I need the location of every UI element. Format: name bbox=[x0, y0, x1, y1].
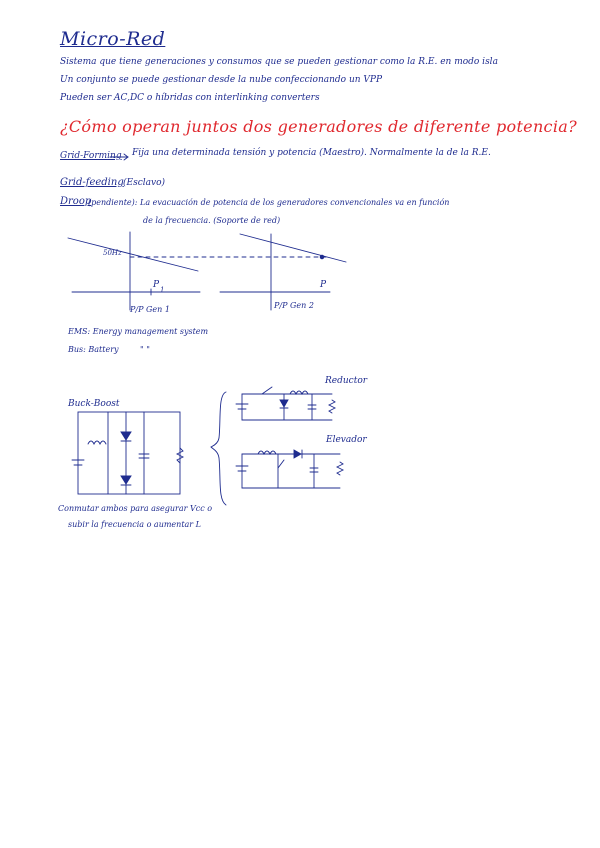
load-icon-reductor bbox=[329, 400, 335, 413]
text-line-1: Sistema que tiene generaciones y consumos que se pueden gestionar como la R.E. en modo isla bbox=[60, 57, 498, 67]
elevador-label: Elevador bbox=[326, 435, 367, 445]
diode-icon-elevador bbox=[294, 450, 301, 458]
inductor-icon bbox=[88, 441, 106, 444]
curly-brace bbox=[211, 392, 226, 505]
ems-note: EMS: Energy management system bbox=[68, 327, 209, 336]
diode-icon-2 bbox=[121, 476, 131, 484]
switch-icon-elevador bbox=[278, 460, 284, 468]
reductor-circuit bbox=[236, 387, 335, 420]
droop-label: Droop bbox=[60, 196, 92, 207]
graph1-p-subscript: 1 bbox=[160, 286, 165, 294]
page-heading: Micro-Red bbox=[60, 28, 166, 50]
footnote-line-1: Conmutar ambos para asegurar Vcc o bbox=[58, 504, 213, 513]
graph2-operating-point bbox=[320, 255, 324, 259]
graph2-p-label: P bbox=[320, 280, 327, 290]
grid-forming-arrow-icon bbox=[110, 154, 128, 160]
grid-feeding-label: Grid-feeding bbox=[60, 177, 124, 188]
bus-note: Bus: Battery bbox=[68, 345, 119, 354]
text-line-3: Pueden ser AC,DC o híbridas con interlinking converters bbox=[60, 93, 320, 103]
grid-forming-label: Grid-Forming bbox=[60, 151, 122, 161]
graph1-droop-line bbox=[68, 238, 198, 271]
graph1-freq-label: 50Hz bbox=[103, 249, 122, 257]
diode-icon-reductor bbox=[280, 400, 288, 407]
graph1-axis-label: P/P Gen 1 bbox=[130, 305, 170, 314]
elevador-circuit bbox=[236, 450, 343, 488]
load-icon-elevador bbox=[337, 462, 343, 475]
reductor-label: Reductor bbox=[325, 376, 368, 386]
grid-forming-text: Fija una determinada tensión y potencia (Maestro). Normalmente la de la R.E. bbox=[132, 148, 491, 158]
buck-boost-circuit bbox=[72, 412, 183, 494]
droop-graph-2 bbox=[220, 234, 346, 310]
droop-text-2: de la frecuencia. (Soporte de red) bbox=[143, 216, 281, 225]
footnote-line-2: subir la frecuencia o aumentar L bbox=[68, 520, 201, 529]
graph2-droop-line bbox=[240, 234, 346, 262]
grid-feeding-text: (Esclavo) bbox=[123, 178, 165, 188]
graph2-axis-label: P/P Gen 2 bbox=[274, 301, 314, 310]
ditto-marks: " " bbox=[140, 345, 150, 354]
question-heading: ¿Cómo operan juntos dos generadores de diferente potencia? bbox=[60, 117, 577, 136]
graph1-p-label: P bbox=[153, 280, 160, 290]
droop-graph-1 bbox=[68, 232, 328, 310]
droop-text-1: (pendiente): La evacuación de potencia de los generadores convencionales va en función bbox=[88, 198, 450, 207]
text-line-2: Un conjunto se puede gestionar desde la nube confeccionando un VPP bbox=[60, 75, 383, 85]
switch-icon bbox=[262, 387, 272, 394]
diode-icon bbox=[121, 432, 131, 440]
buck-boost-label: Buck-Boost bbox=[68, 399, 120, 409]
